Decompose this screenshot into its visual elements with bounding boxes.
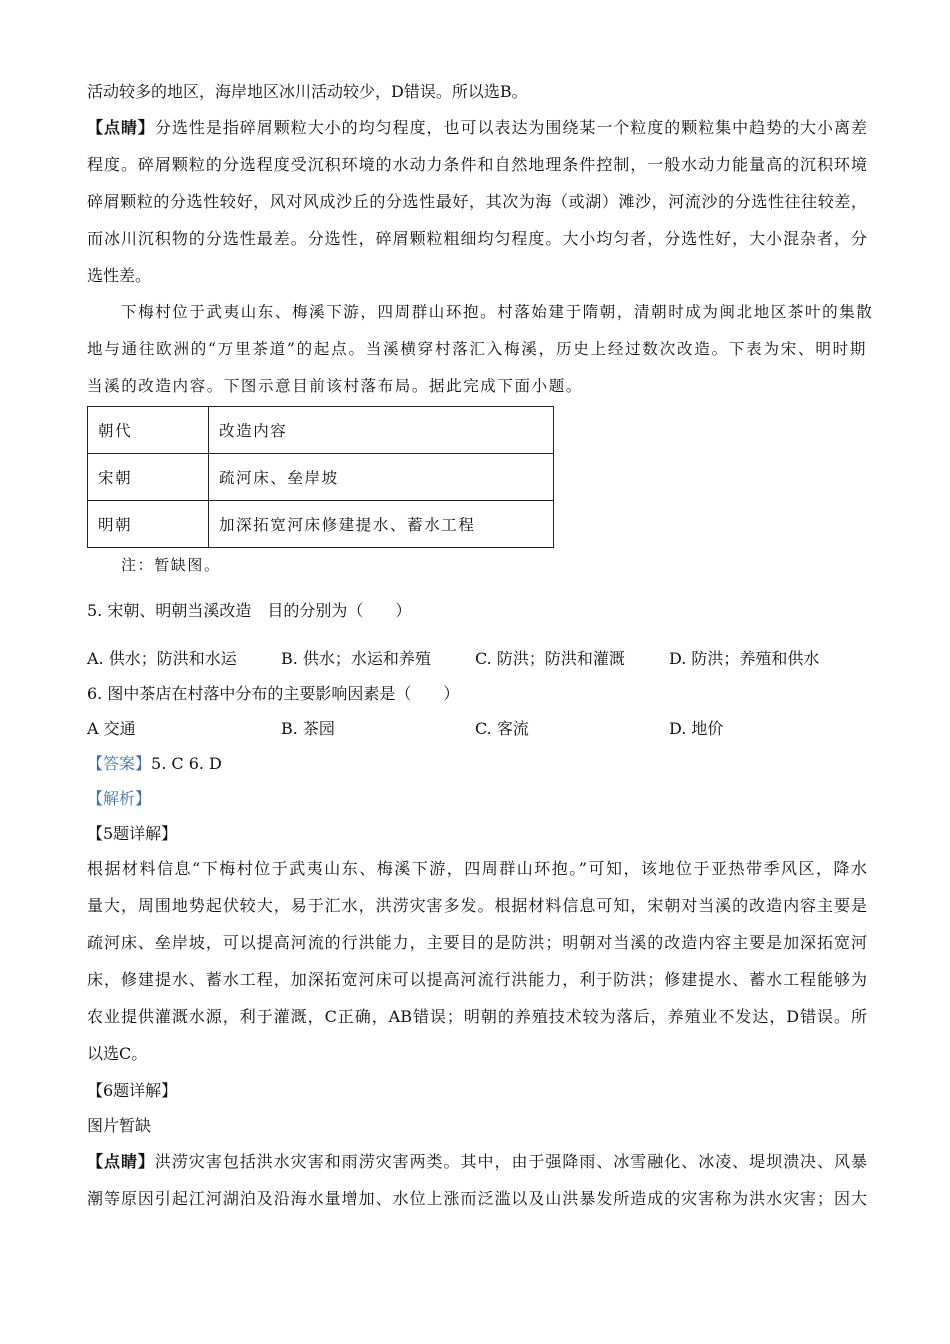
q6-option-d: D. 地价 [669, 719, 724, 738]
material-line: 地与通往欧洲的“万里茶道”的起点。当溪横穿村落汇入梅溪，历史上经过数次改造。下表为宋、明时期 [87, 340, 867, 358]
paragraph-line: 农业提供灌溉水源，利于灌溉，C正确，AB错误；明朝的养殖技术较为落后，养殖业不发达，D错误。所 [87, 1007, 867, 1026]
q6-option-c: C. 客流 [475, 719, 529, 738]
paragraph-line: 根据材料信息“下梅村位于武夷山东、梅溪下游，四周群山环抱。”可知，该地位于亚热带季风区，降水 [87, 859, 867, 878]
detail-6-title: 【6题详解】 [87, 1081, 178, 1100]
table-header-cell: 朝代 [88, 407, 209, 454]
paragraph-line: 疏河床、垒岸坡，可以提高河流的行洪能力，主要目的是防洪；明朝对当溪的改造内容主要是加深拓宽河 [87, 933, 867, 952]
answer-text: 5. C 6. D [151, 754, 222, 773]
detail-5-title: 【5题详解】 [87, 824, 178, 843]
q6-option-a: A 交通 [87, 719, 136, 738]
paragraph-line: 潮等原因引起江河湖泊及沿海水量增加、水位上涨而泛滥以及山洪暴发所造成的灾害称为洪水灾害；因大 [87, 1189, 867, 1208]
answer-tag: 【答案】 [87, 754, 152, 773]
q5-option-d: D. 防洪；养殖和供水 [669, 649, 820, 668]
paragraph-line: 以选C。 [87, 1044, 148, 1063]
table-cell: 宋朝 [88, 454, 209, 501]
question-6-stem: 6. 图中茶店在村落中分布的主要影响因素是（ ） [87, 684, 460, 703]
table-cell: 明朝 [88, 501, 209, 548]
paragraph-line: 选性差。 [87, 266, 152, 285]
table-cell: 加深拓宽河床修建提水、蓄水工程 [209, 501, 554, 548]
question-5-stem: 5. 宋朝、明朝当溪改造 目的分别为（ ） [87, 601, 412, 620]
note-text: 注：暂缺图。 [121, 556, 221, 574]
material-line: 下梅村位于武夷山东、梅溪下游，四周群山环抱。村落始建于隋朝，清朝时成为闽北地区茶叶的集散 [121, 303, 874, 321]
q5-option-c: C. 防洪；防洪和灌溉 [475, 649, 625, 668]
paragraph-line: 而冰川沉积物的分选性最差。分选性，碎屑颗粒粗细均匀程度。大小均匀者，分选性好，大小混杂者，分 [87, 229, 867, 248]
dianjing-paragraph-line: 【点睛】分选性是指碎屑颗粒大小的均匀程度，也可以表达为围绕某一个粒度的颗粒集中趋势的大小离差 [87, 118, 867, 137]
table-header-cell: 改造内容 [209, 407, 554, 454]
paragraph-line: 程度。碎屑颗粒的分选程度受沉积环境的水动力条件和自然地理条件控制，一般水动力能量高的沉积环境 [87, 155, 867, 174]
table-row [88, 501, 554, 548]
q5-option-a: A. 供水；防洪和水运 [87, 649, 237, 668]
analysis-tag: 【解析】 [87, 789, 152, 808]
paragraph-line: 图片暂缺 [87, 1116, 152, 1135]
reform-table [87, 406, 554, 548]
paragraph-line: 床，修建提水、蓄水工程，加深拓宽河床可以提高河流行洪能力，利于防洪；修建提水、蓄水工程能够为 [87, 970, 867, 989]
dianjing-tag: 【点睛】 [87, 1152, 155, 1171]
dianjing-paragraph-line: 【点睛】洪涝灾害包括洪水灾害和雨涝灾害两类。其中，由于强降雨、冰雪融化、冰凌、堤坝溃决、风暴 [87, 1152, 867, 1171]
q5-option-b: B. 供水；水运和养殖 [281, 649, 431, 668]
table-cell: 疏河床、垒岸坡 [209, 454, 554, 501]
material-line: 当溪的改造内容。下图示意目前该村落布局。据此完成下面小题。 [87, 377, 583, 395]
table-header-row [88, 407, 554, 454]
paragraph-line: 活动较多的地区，海岸地区冰川活动较少，D错误。所以选B。 [87, 82, 528, 101]
paragraph-line: 量大，周围地势起伏较大，易于汇水，洪涝灾害多发。根据材料信息可知，宋朝对当溪的改造内容主要是 [87, 896, 867, 915]
paragraph-line: 碎屑颗粒的分选性较好，风对风成沙丘的分选性最好，其次为海（或湖）滩沙，河流沙的分选性往往较差， [87, 192, 867, 211]
answer-line [87, 754, 867, 774]
dianjing-tag: 【点睛】 [87, 118, 155, 137]
q6-option-b: B. 茶园 [281, 719, 335, 738]
table-row [88, 454, 554, 501]
